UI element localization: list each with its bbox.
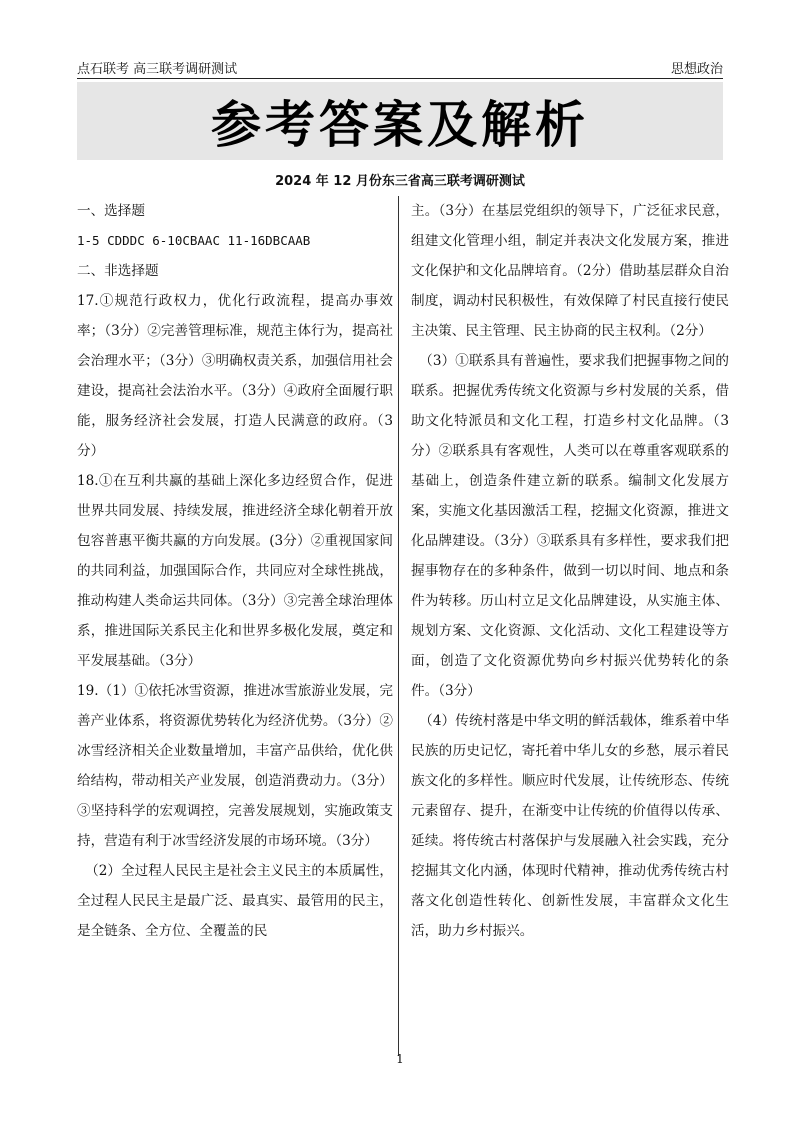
header-exam-name: 点石联考 高三联考调研测试 xyxy=(77,62,238,77)
answer-19-3: （3）①联系具有普遍性，要求我们把握事物之间的联系。把握优秀传统文化资源与乡村发展的关系，借助文化特派员和文化工程，打造乡村文化品牌。（3分）②联系具有客观性，人类可以在尊重客观联系的基础上，创造条件建立新的联系。编制文化发展方案，实施文化基因激活工程，挖掘文化资源，推进文化品牌建设。（3分）③联系具有多样性，要求我们把握事物存在的多种条件，做到一切以时间、地点和条件为转移。历山村立足文化品牌建设，从实施主体、规划方案、文化资源、文化活动、文化工程建设等方面，创造了文化资源优势向乡村振兴优势转化的条件。（3分） xyxy=(411,353,729,699)
section-heading-nonchoice: 二、非选择题 xyxy=(77,263,159,279)
page-header xyxy=(77,56,723,79)
banner-title: 参考答案及解析 xyxy=(211,95,589,154)
left-column xyxy=(77,196,393,946)
answer-18: 18.①在互利共赢的基础上深化多边经贸合作，促进世界共同发展、持续发展，推进经济全球化朝着开放包容普惠平衡共赢的方向发展。(3分）②重视国家间的共同利益，加强国际合作，共同应对全球性挑战，推动构建人类命运共同体。（3分）③完善全球治理体系，推进国际关系民主化和世界多极化发展，奠定和平发展基础。（3分） xyxy=(77,473,393,669)
section-heading-choice: 一、选择题 xyxy=(77,203,145,219)
page-number: 1 xyxy=(396,1052,404,1066)
column-divider xyxy=(398,196,399,1056)
answer-19-4: （4）传统村落是中华文明的鲜活载体，维系着中华民族的历史记忆，寄托着中华儿女的乡愁，展示着民族文化的多样性。顺应时代发展，让传统形态、传统元素留存、提升，在渐变中让传统的价值得以传承、延续。将传统古村落保护与发展融入社会实践，充分挖掘其文化内涵，体现时代精神，推动优秀传统古村落文化创造性转化、创新性发展，丰富群众文化生活，助力乡村振兴。 xyxy=(411,713,729,939)
header-subject: 思想政治 xyxy=(670,62,723,77)
choice-answers: 1-5 CDDDC 6-10CBAAC 11-16DBCAAB xyxy=(77,233,311,248)
answer-19-2-end: 主。（3分）在基层党组织的领导下，广泛征求民意，组建文化管理小组，制定并表决文化发展方案，推进文化保护和文化品牌培育。（2分）借助基层群众自治制度，调动村民积极性，有效保障了村民直接行使民主决策、民主管理、民主协商的民主权利。（2分） xyxy=(411,203,729,339)
title-banner xyxy=(77,82,723,160)
right-column xyxy=(411,196,729,946)
answer-19-2-start: （2）全过程人民民主是社会主义民主的本质属性，全过程人民民主是最广泛、最真实、最管用的民主，是全链条、全方位、全覆盖的民 xyxy=(77,863,393,939)
answer-19-1: 19.（1）①依托冰雪资源，推进冰雪旅游业发展，完善产业体系，将资源优势转化为经济优势。（3分）②冰雪经济相关企业数量增加，丰富产品供给，优化供给结构，带动相关产业发展，创造消费动力。（3分）③坚持科学的宏观调控，完善发展规划，实施政策支持，营造有利于冰雪经济发展的市场环境。（3分） xyxy=(77,683,393,849)
exam-subtitle: 2024 年 12 月份东三省高三联考调研测试 xyxy=(275,174,525,189)
answer-17: 17.①规范行政权力，优化行政流程，提高办事效率；（3分）②完善管理标准，规范主体行为，提高社会治理水平；（3分）③明确权责关系，加强信用社会建设，提高社会法治水平。（3分）④政府全面履行职能，服务经济社会发展，打造人民满意的政府。（3分） xyxy=(77,293,393,459)
